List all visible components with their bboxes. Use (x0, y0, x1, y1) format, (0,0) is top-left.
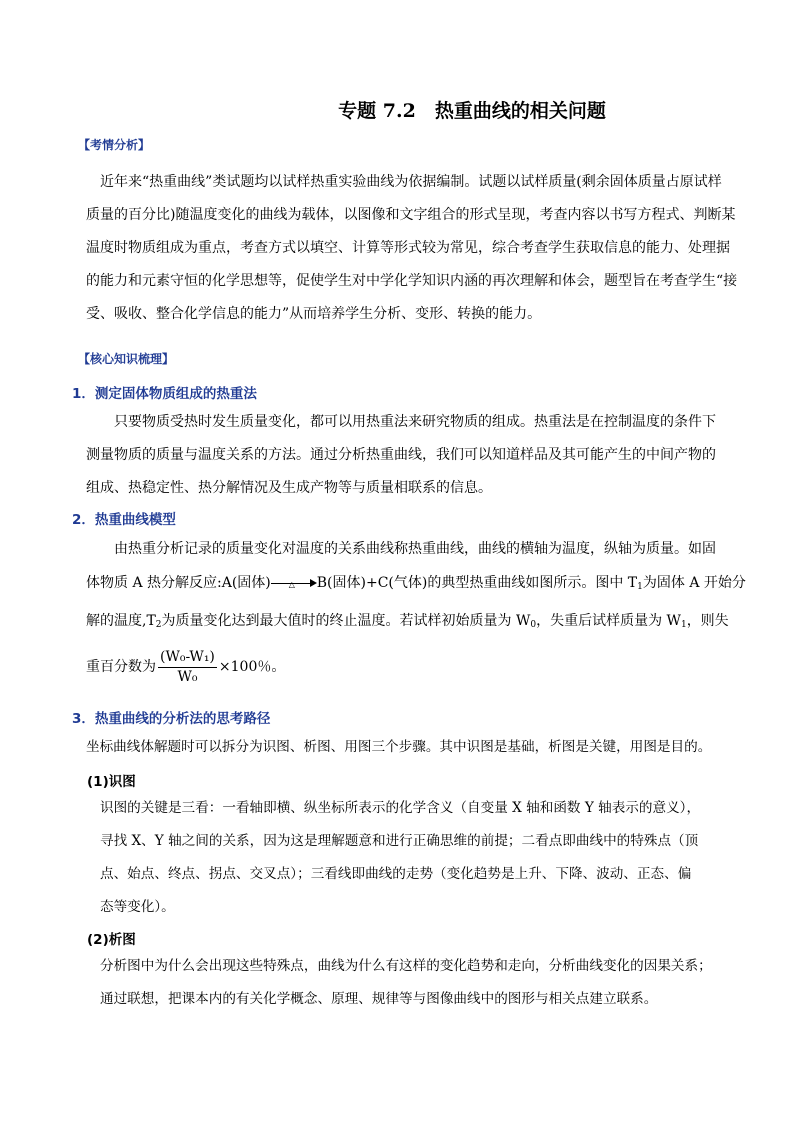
heat-arrow-icon (271, 577, 317, 589)
text-line: 通过联想，把课本内的有关化学概念、原理、规律等与图像曲线中的图形与相关点建立联系。 (100, 991, 658, 1007)
heading-2: 2．热重曲线模型 (72, 512, 176, 528)
text-segment: B(固体)+C(气体)的典型热重曲线如图所示。图中 T (316, 575, 638, 591)
text-line: 由热重分析记录的质量变化对温度的关系曲线称热重曲线，曲线的横轴为温度，纵轴为质量。如固 (114, 541, 716, 557)
text-line: 温度时物质组成为重点，考查方式以填空、计算等形式较为常见，综合考查学生获取信息的能力、处理据 (86, 240, 730, 256)
fraction-denominator: W₀ (177, 669, 198, 685)
text-line: 只要物质受热时发生质量变化，都可以用热重法来研究物质的组成。热重法是在控制温度的条件下 (114, 414, 716, 430)
text-segment: 重百分数为 (86, 659, 156, 675)
section-tag-hexin: 【核心知识梳理】 (78, 352, 175, 366)
text-line: 识图的关键是三看：一看轴即横、纵坐标所表示的化学含义（自变量 X 轴和函数 Y 轴表示的意义）， (100, 800, 701, 816)
text-line: 寻找 X、Y 轴之间的关系，因为这是理解题意和进行正确思维的前提；二看点即曲线中的特殊点（顶 (100, 833, 699, 849)
xitu-paragraph (100, 950, 712, 1016)
subscript: 2 (155, 620, 162, 630)
text-line: 质量的百分比)随温度变化的曲线为载体，以图像和文字组合的形式呈现，考查内容以书写方程式、判断某 (86, 207, 736, 223)
text-segment: ，则失 (686, 613, 729, 629)
fraction-numerator: (W₀-W₁) (158, 648, 217, 668)
subscript: 1 (680, 620, 687, 630)
text-line: 受、吸收、整合化学信息的能力”从而培养学生分析、变形、转换的能力。 (86, 306, 542, 322)
text-line: 坐标曲线体解题时可以拆分为识图、析图、用图三个步骤。其中识图是基础，析图是关键，用图是目的。 (86, 739, 712, 755)
text-line (86, 566, 746, 604)
section-tag-kaoqing: 【考情分析】 (78, 138, 151, 152)
text-line: 测量物质的质量与温度关系的方法。通过分析热重曲线，我们可以知道样品及其可能产生的中间产物的 (86, 447, 716, 463)
subheading-shitu: (1)识图 (87, 774, 136, 790)
text-line: 近年来“热重曲线”类试题均以试样热重实验曲线为依据编制。试题以试样质量(剩余固体质量占原试样 (100, 174, 722, 190)
text-line: 的能力和元素守恒的化学思想等，促使学生对中学化学知识内涵的再次理解和体会，题型旨在考查学生“接 (86, 273, 738, 289)
text-line: 点、始点、终点、拐点、交叉点）；三看线即曲线的走势（变化趋势是上升、下降、波动、正态、偏 (100, 866, 692, 882)
text-segment: 解的温度,T (86, 613, 156, 629)
h1-paragraph (86, 406, 716, 505)
h2-paragraph (86, 532, 746, 690)
text-line: 组成、热稳定性、热分解情况及生成产物等与质量相联系的信息。 (86, 480, 492, 496)
heading-3: 3．热重曲线的分析法的思考路径 (72, 711, 271, 727)
subscript: 0 (530, 620, 537, 630)
text-line: 态等变化）。 (100, 899, 175, 915)
shitu-paragraph (100, 792, 700, 924)
heading-1: 1．测定固体物质组成的热重法 (72, 386, 257, 402)
text-line: 分析图中为什么会出现这些特殊点，曲线为什么有这样的变化趋势和走向，分析曲线变化的因果关系； (100, 958, 712, 974)
h3-intro (86, 731, 711, 764)
kaoqing-paragraph (86, 166, 737, 331)
subscript: 1 (637, 582, 643, 592)
weight-loss-fraction (158, 648, 217, 686)
text-segment: 为质量变化达到最大值时的终止温度。若试样初始质量为 W (161, 613, 531, 629)
text-segment: ×100％。 (218, 659, 286, 675)
text-line (86, 604, 746, 642)
page-title: 专题 7.2 热重曲线的相关问题 (338, 100, 606, 122)
formula-line (86, 644, 746, 690)
text-segment: 体物质 A 热分解反应:A(固体) (86, 575, 271, 591)
text-segment: ，失重后试样质量为 W (536, 613, 681, 629)
delta-label: △ (288, 580, 295, 589)
subheading-xitu: (2)析图 (87, 932, 136, 948)
text-segment: 为固体 A 开始分 (642, 575, 746, 591)
